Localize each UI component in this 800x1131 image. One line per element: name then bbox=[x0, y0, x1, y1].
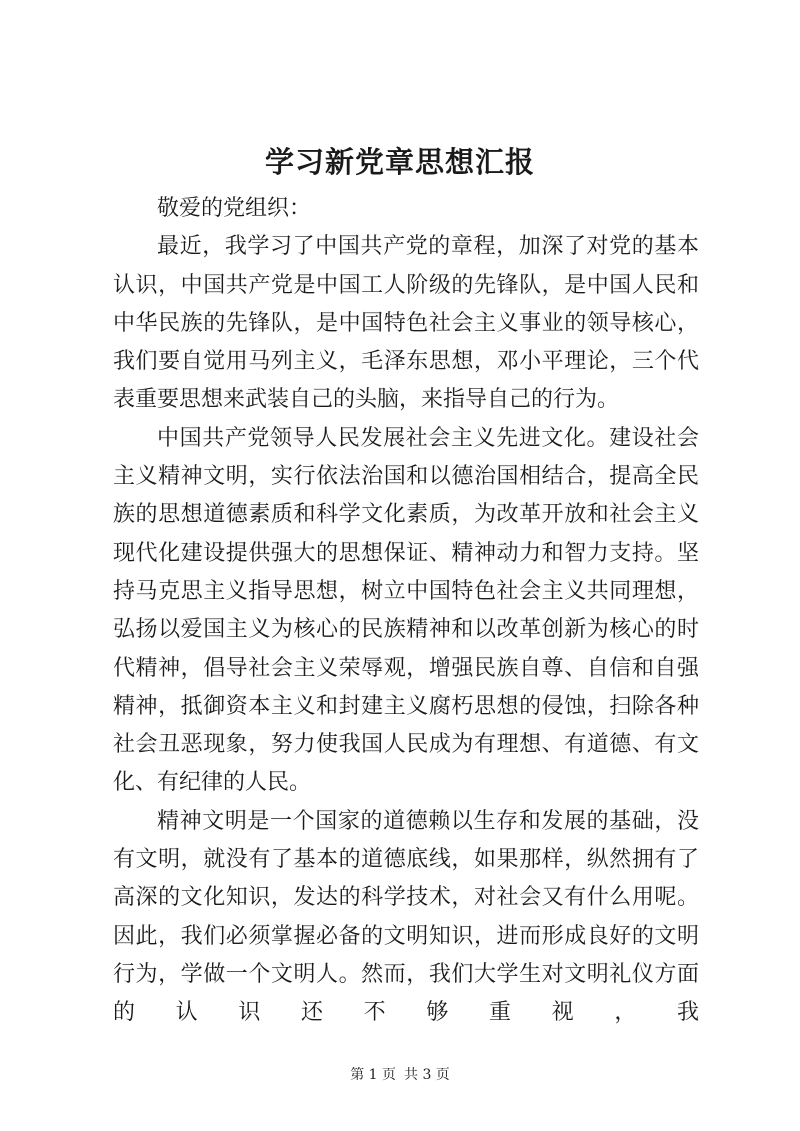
paragraph-3: 精神文明是一个国家的道德赖以生存和发展的基础，没有文明，就没有了基本的道德底线，如果那样，纵然拥有了高深的文化知识，发达的科学技术，对社会又有什么用呢。因此，我们必须掌握必备的文明知识，进而形成良好的文明行为，学做一个文明人。然而，我们大学生对文明礼仪方面的认识还不够重视，我 bbox=[113, 808, 699, 1026]
page-number: 第 1 页 bbox=[350, 1067, 396, 1083]
page-total: 共 3 页 bbox=[404, 1067, 450, 1083]
page-footer bbox=[0, 1065, 800, 1085]
document-title: 学习新党章思想汇报 bbox=[264, 145, 535, 179]
document-body bbox=[113, 190, 699, 1033]
paragraph-2: 中国共产党领导人民发展社会主义先进文化。建设社会主义精神文明，实行依法治国和以德治国相结合，提高全民族的思想道德素质和科学文化素质，为改革开放和社会主义现代化建设提供强大的思想保证、精神动力和智力支持。坚持马克思主义指导思想，树立中国特色社会主义共同理想，弘扬以爱国主义为核心的民族精神和以改革创新为核心的时代精神，倡导社会主义荣辱观，增强民族自尊、自信和自强精神，抵御资本主义和封建主义腐朽思想的侵蚀，扫除各种社会丑恶现象，努力使我国人民成为有理想、有道德、有文化、有纪律的人民。 bbox=[113, 425, 699, 796]
salutation: 敬爱的党组织： bbox=[157, 196, 312, 221]
paragraph-1: 最近，我学习了中国共产党的章程，加深了对党的基本认识，中国共产党是中国工人阶级的先锋队，是中国人民和中华民族的先锋队，是中国特色社会主义事业的领导核心，我们要自觉用马列主义，毛泽东思想，邓小平理论，三个代表重要思想来武装自己的头脑，来指导自己的行为。 bbox=[113, 234, 699, 413]
